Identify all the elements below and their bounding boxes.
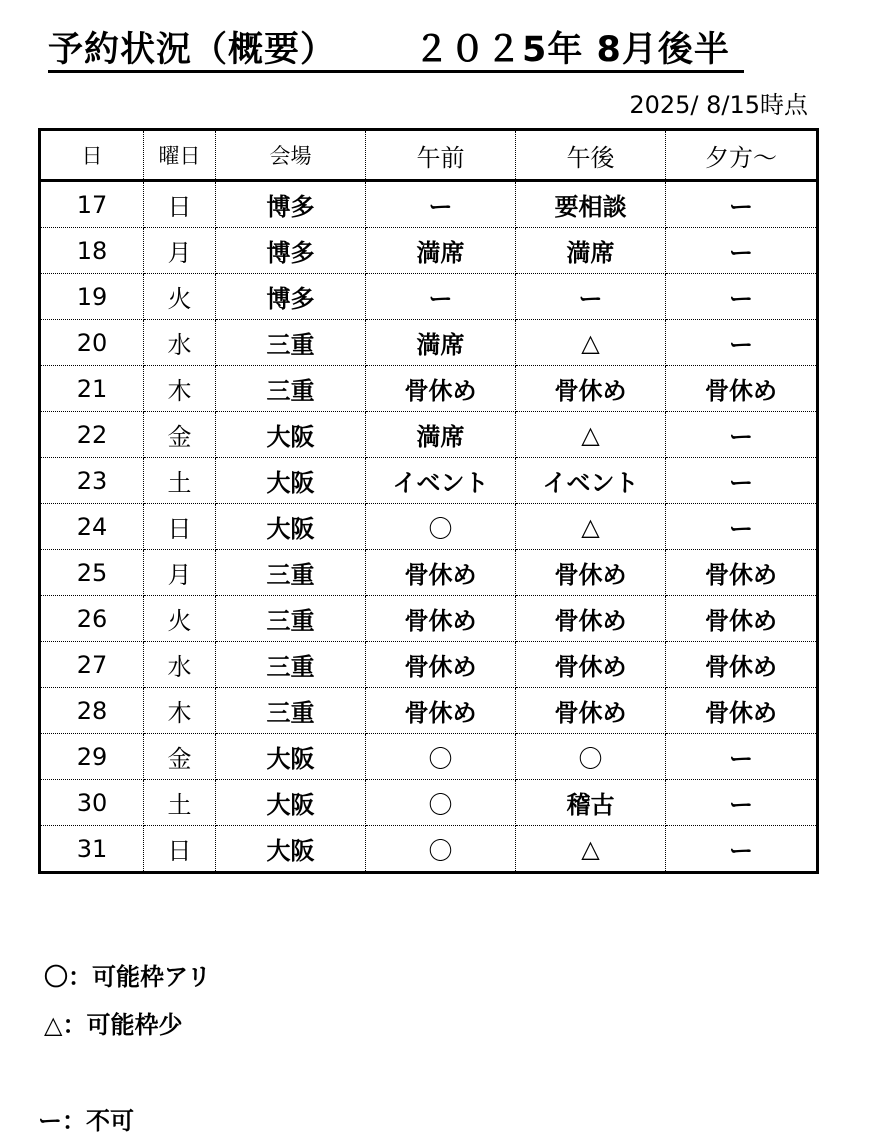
table-row <box>40 366 818 412</box>
day-cell: 27 <box>40 642 144 688</box>
evening-cell: ー <box>666 504 818 550</box>
day-cell: 28 <box>40 688 144 734</box>
header-row <box>40 130 818 181</box>
day-cell: 24 <box>40 504 144 550</box>
afternoon-cell: 骨休め <box>516 366 666 412</box>
table-row <box>40 688 818 734</box>
legend-unavailable: ー：不可 <box>38 1107 134 1135</box>
afternoon-cell: 要相談 <box>516 181 666 228</box>
venue-cell: 三重 <box>216 688 366 734</box>
weekday-cell: 土 <box>144 458 216 504</box>
afternoon-cell: 骨休め <box>516 596 666 642</box>
table-row <box>40 181 818 228</box>
table-row <box>40 734 818 780</box>
morning-cell: 骨休め <box>366 688 516 734</box>
weekday-cell: 木 <box>144 366 216 412</box>
morning-cell: 骨休め <box>366 550 516 596</box>
table-row <box>40 596 818 642</box>
table-row <box>40 274 818 320</box>
venue-cell: 大阪 <box>216 780 366 826</box>
afternoon-cell: 満席 <box>516 228 666 274</box>
venue-cell: 三重 <box>216 642 366 688</box>
table-row <box>40 458 818 504</box>
venue-cell: 大阪 <box>216 458 366 504</box>
as-of-date: 2025/ 8/15時点 <box>629 91 808 119</box>
afternoon-cell: ー <box>516 274 666 320</box>
page-title <box>48 26 336 74</box>
morning-cell: 骨休め <box>366 642 516 688</box>
day-cell: 29 <box>40 734 144 780</box>
day-cell: 21 <box>40 366 144 412</box>
morning-cell: イベント <box>366 458 516 504</box>
column-header-morning: 午前 <box>366 130 516 181</box>
weekday-cell: 水 <box>144 642 216 688</box>
afternoon-cell: 骨休め <box>516 550 666 596</box>
venue-cell: 大阪 <box>216 504 366 550</box>
morning-cell: 満席 <box>366 320 516 366</box>
table-row <box>40 780 818 826</box>
evening-cell: ー <box>666 458 818 504</box>
morning-cell: 〇 <box>366 826 516 873</box>
morning-cell: 〇 <box>366 734 516 780</box>
weekday-cell: 火 <box>144 596 216 642</box>
table-row <box>40 228 818 274</box>
evening-cell: ー <box>666 412 818 458</box>
evening-cell: ー <box>666 228 818 274</box>
evening-cell: ー <box>666 274 818 320</box>
day-cell: 30 <box>40 780 144 826</box>
venue-cell: 博多 <box>216 181 366 228</box>
legend-available: 〇：可能枠アリ <box>44 963 212 991</box>
evening-cell: ー <box>666 826 818 873</box>
day-cell: 17 <box>40 181 144 228</box>
table-row <box>40 642 818 688</box>
morning-cell: 骨休め <box>366 366 516 412</box>
day-cell: 31 <box>40 826 144 873</box>
evening-cell: ー <box>666 780 818 826</box>
venue-cell: 大阪 <box>216 412 366 458</box>
day-cell: 23 <box>40 458 144 504</box>
afternoon-cell: イベント <box>516 458 666 504</box>
afternoon-cell: △ <box>516 826 666 873</box>
weekday-cell: 月 <box>144 228 216 274</box>
venue-cell: 三重 <box>216 366 366 412</box>
title-period: ２０２5年 8月後半 <box>414 30 730 70</box>
venue-cell: 大阪 <box>216 826 366 873</box>
afternoon-cell: 骨休め <box>516 642 666 688</box>
column-header-day: 日 <box>40 130 144 181</box>
morning-cell: 満席 <box>366 412 516 458</box>
morning-cell: ー <box>366 274 516 320</box>
column-header-evening: 夕方～ <box>666 130 818 181</box>
afternoon-cell: 骨休め <box>516 688 666 734</box>
morning-cell: 〇 <box>366 504 516 550</box>
table-row <box>40 320 818 366</box>
day-cell: 22 <box>40 412 144 458</box>
title-underline <box>48 70 744 73</box>
day-cell: 25 <box>40 550 144 596</box>
weekday-cell: 月 <box>144 550 216 596</box>
venue-cell: 三重 <box>216 596 366 642</box>
day-cell: 19 <box>40 274 144 320</box>
table-row <box>40 826 818 873</box>
evening-cell: 骨休め <box>666 642 818 688</box>
afternoon-cell: △ <box>516 320 666 366</box>
weekday-cell: 日 <box>144 504 216 550</box>
legend-few: △：可能枠少 <box>44 1011 183 1039</box>
day-cell: 20 <box>40 320 144 366</box>
day-cell: 26 <box>40 596 144 642</box>
weekday-cell: 日 <box>144 826 216 873</box>
column-header-venue: 会場 <box>216 130 366 181</box>
column-header-afternoon: 午後 <box>516 130 666 181</box>
evening-cell: 骨休め <box>666 366 818 412</box>
weekday-cell: 土 <box>144 780 216 826</box>
day-cell: 18 <box>40 228 144 274</box>
table-row <box>40 412 818 458</box>
morning-cell: 満席 <box>366 228 516 274</box>
title-main: 予約状況（概要） <box>48 30 337 70</box>
morning-cell: 〇 <box>366 780 516 826</box>
table-row <box>40 550 818 596</box>
weekday-cell: 金 <box>144 734 216 780</box>
weekday-cell: 日 <box>144 181 216 228</box>
reservation-table <box>38 128 819 874</box>
weekday-cell: 水 <box>144 320 216 366</box>
venue-cell: 三重 <box>216 320 366 366</box>
evening-cell: 骨休め <box>666 550 818 596</box>
morning-cell: ー <box>366 181 516 228</box>
weekday-cell: 金 <box>144 412 216 458</box>
afternoon-cell: △ <box>516 504 666 550</box>
column-header-weekday: 曜日 <box>144 130 216 181</box>
venue-cell: 博多 <box>216 228 366 274</box>
evening-cell: 骨休め <box>666 688 818 734</box>
venue-cell: 三重 <box>216 550 366 596</box>
venue-cell: 博多 <box>216 274 366 320</box>
afternoon-cell: △ <box>516 412 666 458</box>
evening-cell: 骨休め <box>666 596 818 642</box>
evening-cell: ー <box>666 734 818 780</box>
table-row <box>40 504 818 550</box>
evening-cell: ー <box>666 320 818 366</box>
venue-cell: 大阪 <box>216 734 366 780</box>
evening-cell: ー <box>666 181 818 228</box>
weekday-cell: 火 <box>144 274 216 320</box>
weekday-cell: 木 <box>144 688 216 734</box>
afternoon-cell: 稽古 <box>516 780 666 826</box>
morning-cell: 骨休め <box>366 596 516 642</box>
afternoon-cell: 〇 <box>516 734 666 780</box>
